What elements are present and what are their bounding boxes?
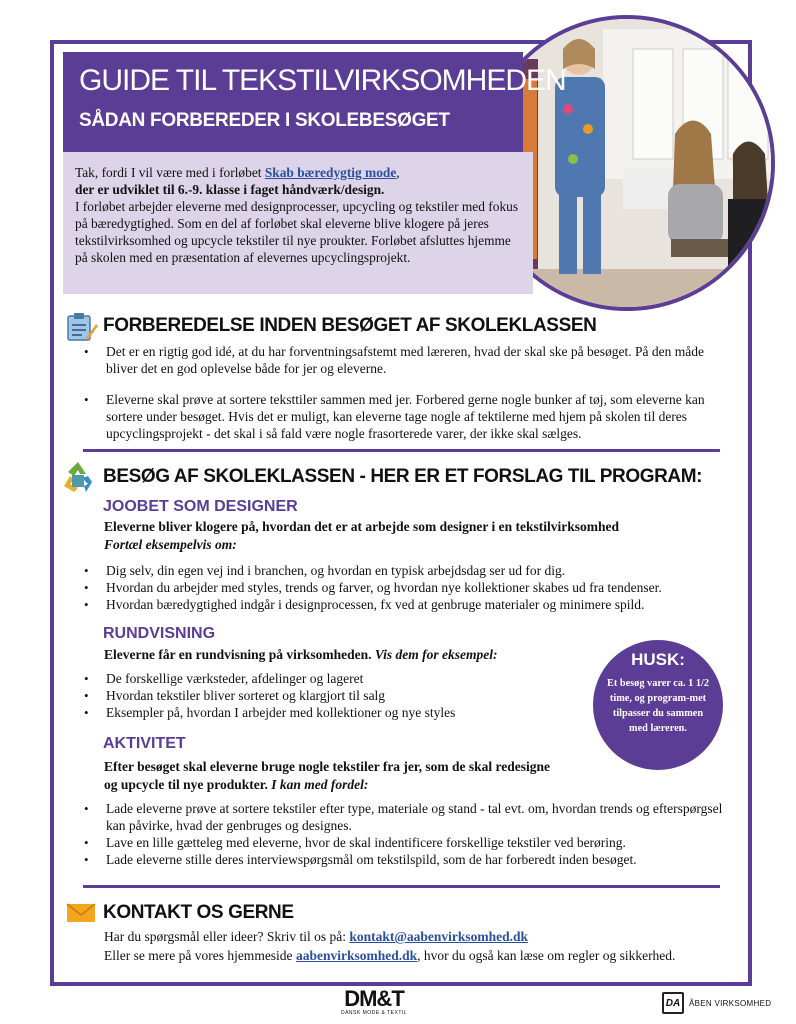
prep-section-title: FORBEREDELSE INDEN BESØGET AF SKOLEKLASSEN: [103, 315, 597, 336]
tour-lead-text: Eleverne får en rundvisning på virksomheden.: [104, 647, 375, 662]
husk-body: Et besøg varer ca. 1 1/2 time, og program-met tilpasser du sammen med læreren.: [607, 678, 710, 734]
list-item: • Eleverne skal prøve at sortere teksttiler sammen med jer. Forbered gerne nogle bunker af tøj, som eleverne kan sortere under besøget. Hvis det er muligt, kan eleverne tage nogle af tektilerne med hjem på skolen til deres upcyclingsprojekt - det skal i så fald være nogle frasorterede varer, der ikke skal sælges.: [82, 391, 732, 442]
email-link[interactable]: kontakt@aabenvirksomhed.dk: [349, 929, 529, 944]
intro-bold-line: der er udviklet til 6.-9. klasse i faget håndværk/design.: [75, 182, 385, 197]
list-item: • Lade eleverne prøve at sortere tekstiler efter type, materiale og stand - tal evt. om, hvordan trends og efterspørgsel kan påvirke, hvad der genbruges og designes.: [82, 800, 732, 834]
list-item: • Hvordan tekstiler bliver sorteret og klargjort til salg: [82, 687, 562, 704]
contact-line-1-text: Har du spørgsmål eller ideer? Skriv til os på:: [104, 929, 350, 944]
list-item: • De forskellige værksteder, afdelinger og lageret: [82, 670, 562, 687]
designer-lead-italic: Fortæl eksempelvis om:: [104, 537, 237, 552]
tour-lead: [104, 647, 498, 663]
page-title: GUIDE TIL TEKSTILVIRKSOMHEDEN: [79, 64, 566, 97]
recycle-icon: [60, 460, 96, 494]
prep-bullet-list-2: [82, 391, 732, 442]
intro-text-start: Tak, fordi I vil være med i forløbet: [75, 165, 265, 180]
da-logo-text: ÅBEN VIRKSOMHED: [689, 998, 772, 1008]
list-item: • Eksempler på, hvordan I arbejder med kollektioner og nye styles: [82, 704, 562, 721]
da-logo-mark: DA: [662, 992, 684, 1014]
tour-lead-italic: Vis dem for eksempel:: [374, 647, 498, 662]
activity-subtitle: AKTIVITET: [103, 735, 186, 752]
designer-lead: Eleverne bliver klogere på, hvordan det er at arbejde som designer i en tekstilvirksomhed: [104, 519, 619, 534]
page-subtitle: SÅDAN FORBEREDER I SKOLEBESØGET: [79, 110, 450, 131]
dmt-logo: [334, 988, 414, 1016]
prep-bullet-list: [82, 343, 732, 377]
header-banner: [63, 52, 566, 152]
intro-text-comma: ,: [396, 165, 400, 180]
husk-reminder-badge: [593, 640, 723, 770]
activity-lead-italic: I kan med fordel:: [271, 777, 369, 792]
list-item: • Hvordan du arbejder med styles, trends og farver, og hvordan nye kollektioner skabes ud fra tendenser.: [82, 579, 732, 596]
website-link[interactable]: aabenvirksomhed.dk: [295, 948, 418, 963]
visit-section-title: BESØG AF SKOLEKLASSEN - HER ER ET FORSLAG TIL PROGRAM:: [103, 466, 703, 487]
list-item: • Dig selv, din egen vej ind i branchen, og hvordan en typisk arbejdsdag ser ud for dig.: [82, 562, 732, 579]
contact-line-2-text: Eller se mere på vores hjemmeside: [104, 948, 296, 963]
aaben-virksomhed-logo: [662, 992, 771, 1014]
activity-lead-line2: [104, 777, 368, 793]
designer-bullet-list: [82, 562, 732, 613]
contact-line-1: [104, 929, 528, 945]
list-item: • Hvordan bæredygtighed indgår i designprocessen, fx ved at genbruge materialer og minimere spild.: [82, 596, 732, 613]
clipboard-icon: [64, 312, 98, 342]
dmt-logo-mark: DM&T: [344, 986, 404, 1011]
list-item: • Lade eleverne stille deres interviewspørgsmål om tekstilspild, som de har forberedt inden besøget.: [82, 851, 732, 868]
contact-title: KONTAKT OS GERNE: [103, 902, 294, 923]
intro-body: I forløbet arbejder eleverne med designprocesser, upcycling og tekstiler med fokus på bæredygtighed. Som en del af forløbet skal eleverne blive klogere på jeres tekstilvirksomhed og upcycle tekstiler til nye proukter. Forløbet afsluttes hjemme på skolen med en præsentation af elevernes upcyclingsprojekt.: [75, 199, 519, 265]
designer-subtitle: JOOBET SOM DESIGNER: [103, 498, 298, 515]
tour-bullet-list: [82, 670, 562, 721]
contact-line-2: [104, 948, 675, 964]
list-item: • Det er en rigtig god idé, at du har forventningsafstemt med læreren, hvad der skal ske på besøget. På den måde bliver det en god oplevelse både for jer og eleverne.: [82, 343, 732, 377]
activity-lead-line1: Efter besøget skal eleverne bruge nogle tekstiler fra jer, som de skal redesigne: [104, 759, 551, 774]
course-link[interactable]: Skab bæredygtig mode: [264, 165, 397, 180]
dmt-logo-sub: DANSK MODE & TEXTIL: [340, 1010, 408, 1016]
list-item: • Lave en lille gætteleg med eleverne, hvor de skal indentificere forskellige tekstiler ved berøring.: [82, 834, 732, 851]
husk-title: HUSK:: [631, 650, 685, 669]
activity-bullet-list: [82, 800, 732, 868]
envelope-icon: [66, 903, 96, 923]
divider: [83, 449, 720, 452]
intro-text: [75, 164, 520, 266]
divider: [83, 885, 720, 888]
contact-line-2-after: , hvor du også kan læse om regler og sikkerhed.: [417, 948, 676, 963]
activity-lead-text: og upcycle til nye produkter.: [104, 777, 272, 792]
tour-subtitle: RUNDVISNING: [103, 625, 216, 642]
intro-box: [63, 152, 533, 294]
